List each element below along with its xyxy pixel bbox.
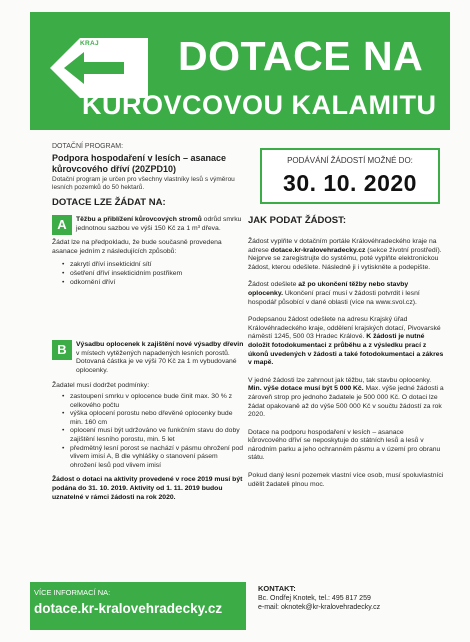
section-b-bold: Výsadbu oplocenek k zajištění nové výsadby dřevin (76, 341, 244, 348)
list-item: • výška oplocení porostu nebo dřevěné oplocenky bude min. 160 cm (62, 410, 244, 427)
contact-name: Bc. Ondřej Knotek, tel.: 495 817 259 (258, 594, 371, 602)
contact-block (258, 584, 380, 613)
list-item: • předmětný lesní porost se nachází v pásmu ohrožení pod vlivem imisí A, B dle vyhlášky o stanovení pásem ohrožení lesů pod vlivem imisí (62, 445, 244, 471)
info-url-link[interactable]: dotace.kr-kralovehradecky.cz (34, 601, 223, 616)
logo-text: KRÁLOVÉHRADECKÝ KRAJ (80, 32, 154, 47)
section-a (52, 216, 244, 287)
para-1 (248, 238, 444, 272)
title-line-1: DOTACE NA (178, 33, 424, 79)
how-to-apply (248, 238, 444, 498)
para-6: Pokud daný lesní pozemek vlastní více osob, musí spoluvlastníci udělit žadateli plnou moc. (248, 472, 444, 488)
program-description: Dotační program je určen pro všechny vlastníky lesů s výměrou lesních pozemků do 50 hektarů. (52, 176, 235, 191)
list-item: • odkornění dříví (62, 279, 244, 288)
section-a-text (52, 216, 244, 233)
para-4-a: V jedné žádosti lze zahrnout jak těžbu, tak stavbu oplocenky. (248, 376, 432, 384)
para-4-b: Min. výše dotace musí být 5 000 Kč. (248, 385, 364, 393)
para-2-b: až po ukončení těžby nebo stavby oplocenky. (248, 281, 409, 297)
para-2 (248, 281, 444, 307)
list-item: • ošetření dříví insekticidním postřikem (62, 270, 244, 279)
section-b-condition: Žadatel musí dodržet podmínky: (52, 382, 150, 390)
list-item: • oplocení musí být udržováno ve funkčním stavu do doby zajištění lesního porostu, min. 5 let (62, 427, 244, 444)
para-3 (248, 316, 444, 368)
para-2-c: Ukončení prací musí v žádosti potvrdit i lesní hospodář působící v dané oblasti (více na www.svol.cz). (248, 289, 420, 306)
title-line-2: KŮROVCOVOU KALAMITU (82, 90, 437, 120)
section-a-list (52, 261, 244, 287)
para-2-a: Žádost odešlete (248, 281, 299, 289)
section-b-list (52, 393, 244, 470)
contact-email-link[interactable]: e-mail: oknotek@kr-kralovehradecky.cz (258, 604, 381, 612)
para-4-c: Max. výše jedné žádosti a zároveň strop pro jednoho žadatele je 500 000 Kč. O dotaci lze žádat opakovaně až do výše 500 000 Kč v součtu žádostí za rok 2020. (248, 385, 444, 419)
section-a-condition: Žádat lze na předpokladu, že bude současně provedena asanace jedním z následujících způsobů: (52, 239, 222, 255)
para-3-b: K žádosti je nutné doložit fotodokumentaci z průběhu a z výsledku prací z úkonů uvedených v žádosti a také fotodokumentaci a zákres v mapě. (248, 333, 444, 367)
para-5: Dotace na podporu hospodaření v lesích – asanace kůrovcového dříví se neposkytuje do státních lesů a lesů v národním parku a jeho ochranném pásmu a v území pro obranu státu. (248, 428, 441, 462)
right-heading: JAK PODAT ŽÁDOST: (248, 215, 346, 226)
section-a-rest: odrůd smrku jednotnou sazbou ve výši 150 Kč za 1 m³ dřeva. (76, 216, 242, 232)
deadline-box (260, 148, 440, 204)
para-4 (248, 377, 444, 420)
section-b-text (52, 341, 244, 375)
section-b (52, 341, 244, 502)
program-label: DOTAČNÍ PROGRAM: (52, 143, 124, 150)
info-label: VÍCE INFORMACÍ NA: (34, 588, 111, 597)
deadline-date: 30. 10. 2020 (283, 170, 417, 196)
para-1-a: Žádost vyplňte v dotačním portále Královéhradeckého kraje na adrese (248, 238, 437, 254)
list-item: • zastoupení smrku v oplocence bude činit max. 30 % z celkového počtu (62, 393, 244, 410)
program-name: Podpora hospodaření v lesích – asanace kůrovcového dříví (20ZPD10) (52, 153, 227, 174)
info-footer (30, 582, 246, 630)
badge-b: B (52, 340, 72, 360)
section-b-rest: v místech vytěžených napadených lesních porostů. Dotovaná částka je ve výši 70 Kč za 1 m vybudované oplocenky. (76, 349, 237, 374)
deadline-note: Žádost o dotaci na aktivity provedené v roce 2019 musí být podána do 31. 10. 2019. Aktivity od 1. 11. 2019 budou uznatelné v rámci žádosti na rok 2020. (52, 476, 243, 501)
para-3-a: Podepsanou žádost odešlete na adresu Krajský úřad Královéhradeckého kraje, oddělení krajských dotací, Pivovarské náměstí 1245, 500 03 Hradec Králové. (248, 316, 441, 341)
portal-url: dotace.kr-kralovehradecky.cz (270, 246, 366, 254)
list-item: • zakrytí dříví insekticidní sítí (62, 261, 244, 270)
deadline-label: PODÁVÁNÍ ŽÁDOSTÍ MOŽNÉ DO: (287, 156, 413, 165)
header-banner (30, 12, 450, 130)
contact-label: KONTAKT: (258, 584, 296, 593)
program-block (52, 142, 242, 192)
left-heading: DOTACE LZE ŽÁDAT NA: (52, 197, 166, 208)
badge-a: A (52, 215, 72, 235)
section-a-bold: Těžbu a přiblížení kůrovcových stromů (76, 216, 202, 223)
para-1-c: (sekce životní prostředí). Nejprve se zaregistrujte do systému, poté vyplňte elektronickou žádost, kterou odešlete. Následně ji i vytiskněte a podepište. (248, 246, 442, 271)
